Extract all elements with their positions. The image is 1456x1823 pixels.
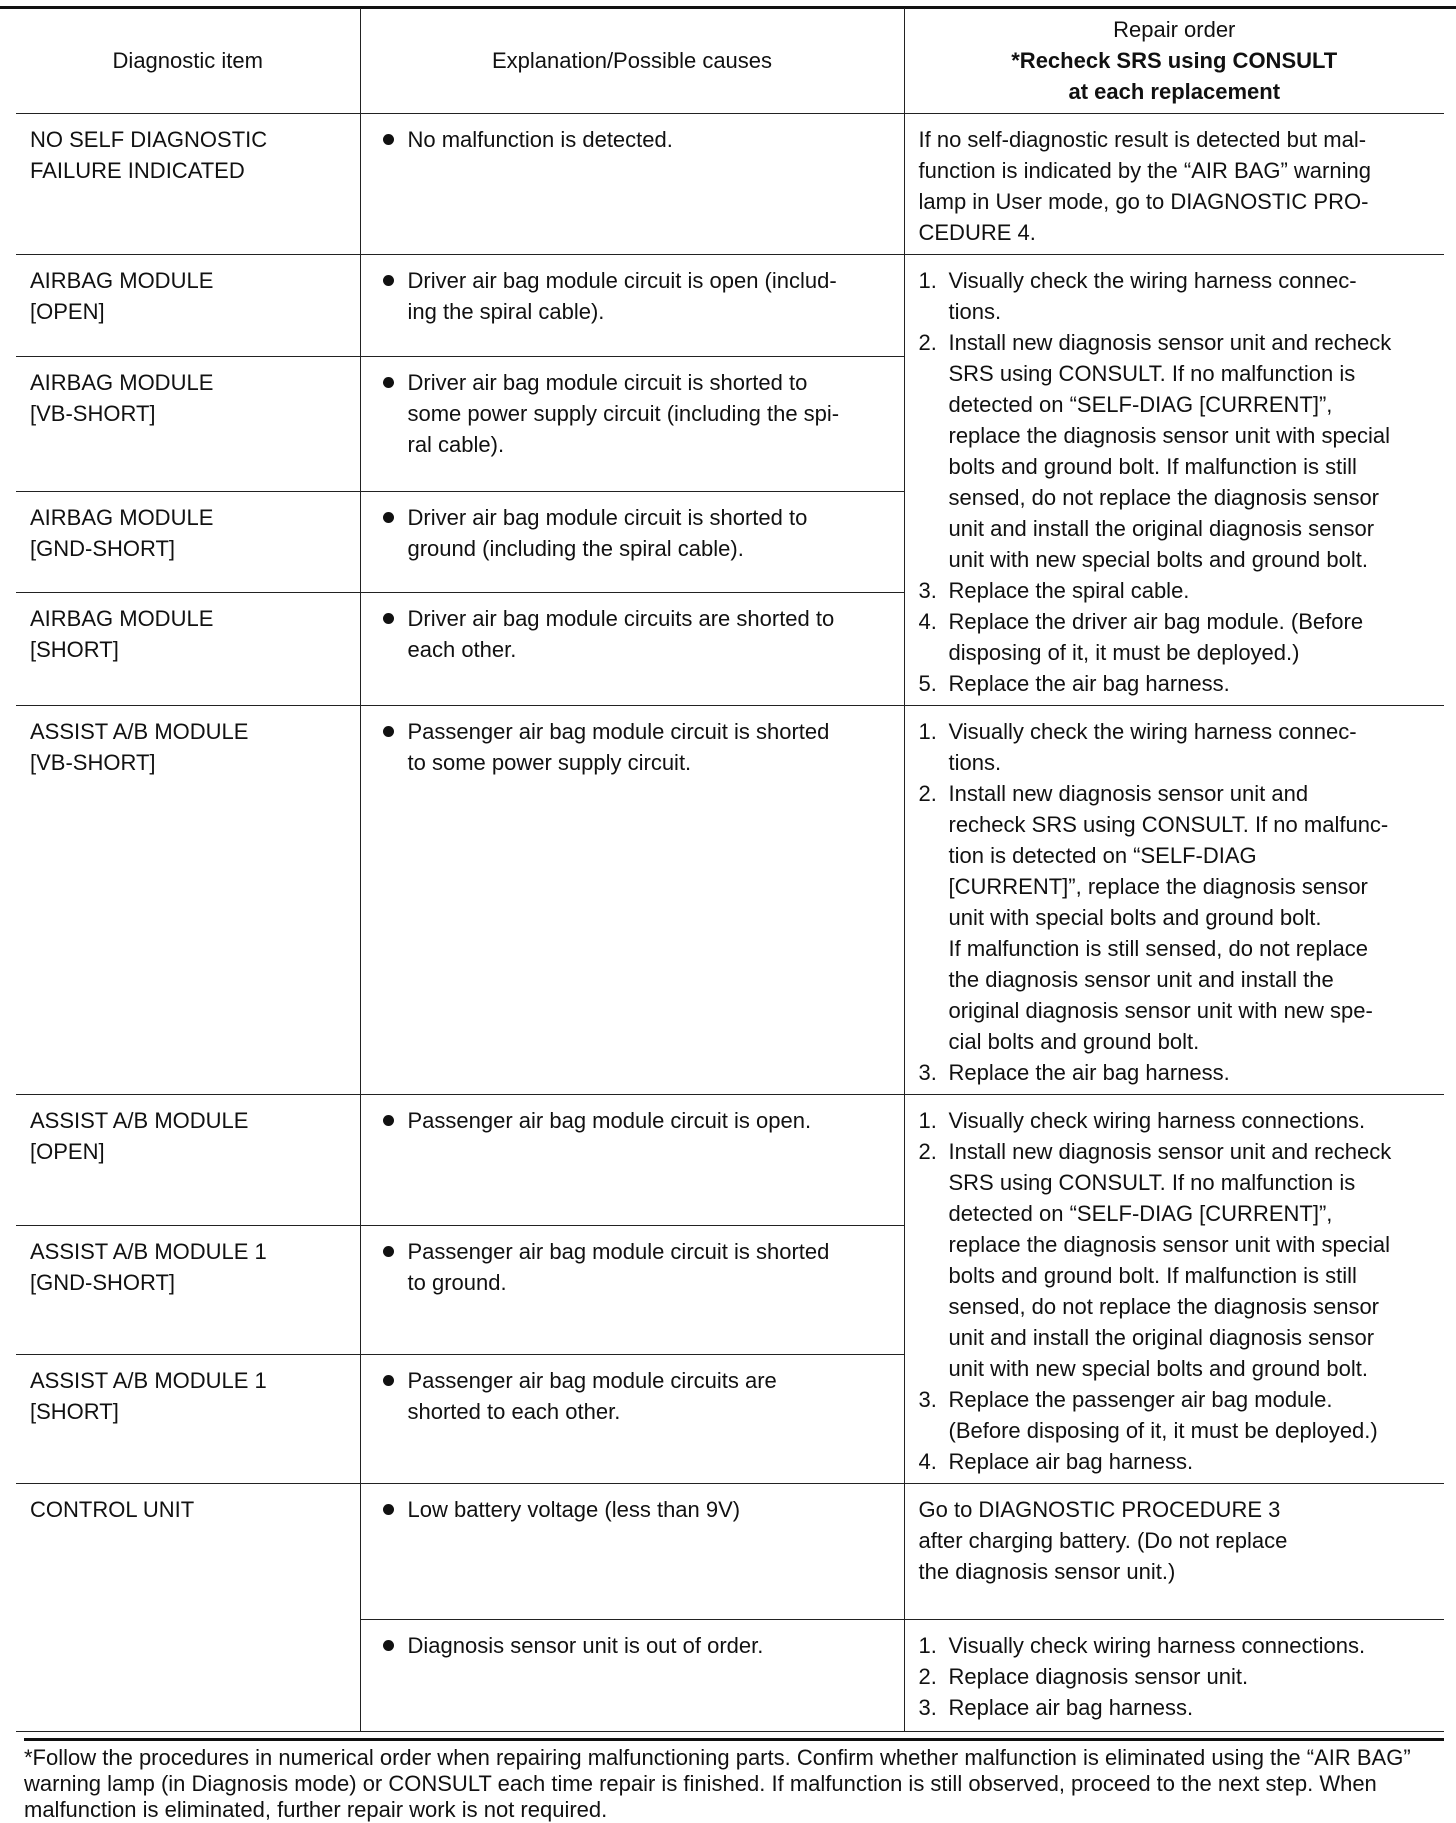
repair-cell-assist (904, 1095, 1444, 1484)
repair-cell-control-unit (904, 1620, 1444, 1732)
diagnostic-item-sublabel: FAILURE INDICATED (30, 158, 245, 183)
repair-text: If no self-diagnostic result is detected but mal- function is indicated by the “AIR BAG” warning lamp in User mode, go to DIAGNOSTIC PRO- CEDURE 4. (918, 127, 1371, 245)
header-repair-order (904, 8, 1444, 114)
diagnostic-item-cell (16, 255, 360, 357)
diagnostic-item-sublabel: [SHORT] (30, 637, 119, 663)
cause-cell (360, 1484, 904, 1620)
repair-step: 3. Replace the passenger air bag module. (Before disposing of it, it must be deployed.) (918, 1387, 1378, 1443)
cause-cell (360, 593, 904, 706)
cause-cell (360, 1354, 904, 1483)
diagnostic-item-label: AIRBAG MODULE (30, 369, 214, 395)
bullet-icon (383, 726, 394, 737)
header-repair-note-line2: at each replacement (1068, 79, 1281, 104)
diagnostic-item-sublabel: [VB-SHORT] (30, 400, 156, 426)
repair-step: 1. Visually check the wiring harness connec- tions. (918, 719, 1357, 775)
repair-step: 1. Visually check wiring harness connections. (918, 1633, 1366, 1658)
cause-cell (360, 491, 904, 593)
cause-text: Diagnosis sensor unit is out of order. (407, 1633, 764, 1658)
repair-step: 2. Install new diagnosis sensor unit and recheck SRS using CONSULT. If no malfunc- tion is detected on “SELF-DIAG [CURRENT]”, replace the diagnosis sensor unit with special bolts and ground bolt. If malfunction is still sensed, do not replace the diagnosis sensor unit and install the original diagnosis sensor unit with new spe- cial bolts and ground bolt. (918, 781, 1389, 1054)
table-row (16, 255, 1444, 357)
header-row (16, 8, 1444, 114)
bullet-icon (383, 1504, 394, 1515)
repair-cell (904, 114, 1444, 255)
repair-step: 3. Replace the spiral cable. (918, 578, 1190, 603)
diagnostic-item-label: CONTROL UNIT (30, 1497, 195, 1522)
table-row (16, 1484, 1444, 1620)
cause-cell (360, 356, 904, 491)
cause-cell (360, 114, 904, 255)
repair-step: 1. Visually check wiring harness connections. (918, 1108, 1366, 1133)
bullet-icon (383, 1640, 394, 1651)
bullet-icon (383, 1246, 394, 1257)
bullet-icon (383, 377, 394, 388)
bullet-icon (383, 1375, 394, 1386)
repair-step: 3. Replace the air bag harness. (918, 1060, 1230, 1085)
diagnostic-item-sublabel: [OPEN] (30, 1139, 105, 1164)
repair-step: 2. Install new diagnosis sensor unit and recheck SRS using CONSULT. If no malfunction is detected on “SELF-DIAG [CURRENT]”, replace the diagnosis sensor unit with special bolts and ground bolt. If malfunction is still sensed, do not replace the diagnosis sensor unit and install the original diagnosis sensor unit with new special bolts and ground bolt. (918, 1139, 1392, 1381)
repair-step: 4. Replace air bag harness. (918, 1449, 1194, 1474)
cause-text: No malfunction is detected. (407, 127, 673, 152)
diagnostic-item-cell (16, 1095, 360, 1226)
repair-step: 2. Replace diagnosis sensor unit. (918, 1664, 1249, 1689)
repair-cell-assist-vb (904, 706, 1444, 1095)
bullet-icon (383, 134, 394, 145)
cause-text: Low battery voltage (less than 9V) (407, 1497, 741, 1522)
diagnostic-item-sublabel: [SHORT] (30, 1398, 119, 1424)
header-repair-order-title: Repair order (1113, 17, 1236, 42)
diagnostic-item-cell (16, 1354, 360, 1483)
header-diagnostic-item: Diagnostic item (16, 8, 360, 114)
repair-cell (904, 1484, 1444, 1620)
diagnostic-item-cell (16, 593, 360, 706)
diagnostic-item-sublabel: [OPEN] (30, 299, 105, 324)
cause-text: Passenger air bag module circuit is shorted to some power supply circuit. (407, 719, 830, 775)
diagnostic-item-cell (16, 114, 360, 255)
cause-text: Passenger air bag module circuit is open. (407, 1108, 812, 1133)
diagnostic-item-sublabel: [GND-SHORT] (30, 535, 176, 561)
cause-text: Driver air bag module circuit is open (includ- ing the spiral cable). (407, 268, 837, 324)
repair-cell-driver (904, 255, 1444, 706)
bullet-icon (383, 613, 394, 624)
table-row (16, 114, 1444, 255)
cause-cell (360, 706, 904, 1095)
repair-steps (919, 1630, 1431, 1723)
repair-step: 4. Replace the driver air bag module. (Before disposing of it, it must be deployed.) (918, 609, 1364, 665)
cause-text: Driver air bag module circuit is shorted to some power supply circuit (including the spi- ral cable). (407, 369, 840, 457)
cause-text: Passenger air bag module circuits are shorted to each other. (407, 1367, 777, 1424)
cause-text: Driver air bag module circuit is shorted to ground (including the spiral cable). (407, 504, 808, 561)
diagnostic-item-label: ASSIST A/B MODULE 1 (30, 1367, 267, 1393)
diagnostic-item-label: ASSIST A/B MODULE (30, 719, 249, 744)
footnote: *Follow the procedures in numerical order when repairing malfunctioning parts. Confirm whether malfunction is eliminated using the “AIR BAG” warning lamp (in Diagnosis mode) or CONSULT each time repair is finished. If malfunction is still observed, proceed to the next step. When malfunction is eliminated, further repair work is not required. (24, 1738, 1444, 1823)
diagnostic-item-cell (16, 1484, 360, 1732)
cause-cell (360, 255, 904, 357)
diagnostic-item-cell (16, 706, 360, 1095)
bullet-icon (383, 512, 394, 523)
diagnostic-item-sublabel: [GND-SHORT] (30, 1270, 176, 1295)
diagnostic-item-label: ASSIST A/B MODULE (30, 1108, 249, 1133)
diagnostic-item-cell (16, 356, 360, 491)
diagnostic-item-label: ASSIST A/B MODULE 1 (30, 1239, 267, 1264)
diagnostic-item-label: AIRBAG MODULE (30, 504, 214, 530)
repair-step: 5. Replace the air bag harness. (918, 671, 1230, 696)
cause-cell (360, 1095, 904, 1226)
diagnostic-item-cell (16, 491, 360, 593)
cause-text: Passenger air bag module circuit is shorted to ground. (407, 1239, 830, 1295)
bullet-icon (383, 275, 394, 286)
diagnostic-item-label: NO SELF DIAGNOSTIC (30, 127, 268, 152)
diagnostic-item-label: AIRBAG MODULE (30, 268, 214, 293)
table-row (16, 1095, 1444, 1226)
table-row (16, 706, 1444, 1095)
diagnostic-item-sublabel: [VB-SHORT] (30, 750, 156, 775)
header-repair-note-line1: *Recheck SRS using CONSULT (1011, 48, 1338, 73)
repair-steps (919, 716, 1431, 1088)
diagnostic-table (16, 8, 1444, 1732)
repair-step: 2. Install new diagnosis sensor unit and recheck SRS using CONSULT. If no malfunction is detected on “SELF-DIAG [CURRENT]”, replace the diagnosis sensor unit with special bolts and ground bolt. If malfunction is still sensed, do not replace the diagnosis sensor unit and install the original diagnosis sensor unit with new special bolts and ground bolt. (918, 330, 1392, 572)
repair-step: 3. Replace air bag harness. (918, 1695, 1194, 1720)
repair-steps (919, 1105, 1431, 1477)
header-explanation: Explanation/Possible causes (360, 8, 904, 114)
repair-steps (919, 265, 1431, 699)
cause-cell (360, 1620, 904, 1732)
diagnostic-item-label: AIRBAG MODULE (30, 606, 214, 632)
repair-text: Go to DIAGNOSTIC PROCEDURE 3 after charging battery. (Do not replace the diagnosis sensor unit.) (918, 1497, 1288, 1584)
bullet-icon (383, 1115, 394, 1126)
cause-text: Driver air bag module circuits are shorted to each other. (407, 606, 835, 663)
repair-step: 1. Visually check the wiring harness connec- tions. (918, 268, 1357, 324)
cause-cell (360, 1226, 904, 1355)
diagnostic-item-cell (16, 1226, 360, 1355)
